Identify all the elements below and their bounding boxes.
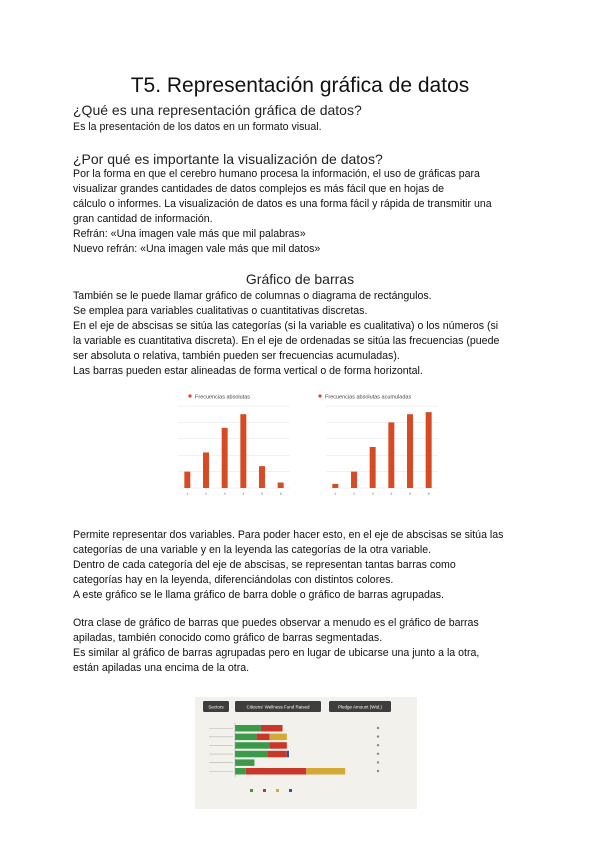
bar-5 — [259, 466, 265, 488]
x-tick-label: 4 — [242, 492, 245, 496]
stacked-segment — [267, 751, 286, 758]
indicator-dot — [377, 761, 379, 763]
stacked-segment — [235, 751, 267, 758]
chart-absolute-frequencies — [160, 388, 295, 498]
section-text-line: Por la forma en que el cerebro humano procesa la información, el uso de gráficas para — [73, 168, 480, 180]
legend-marker — [318, 394, 321, 397]
x-tick-label: 3 — [371, 492, 374, 496]
stacked-segment — [235, 759, 254, 766]
stacked-segment — [261, 725, 283, 732]
bar-text-line: En el eje de abscisas se sitúa las categorías (si la variable es cualitativa) o los números (si — [73, 320, 499, 332]
x-tick-label: 1 — [186, 492, 189, 496]
x-tick-label: 3 — [223, 492, 226, 496]
stacked-segment — [270, 734, 287, 741]
bar-3 — [370, 447, 376, 488]
section-text-line: visualizar grandes cantidades de datos complejos es más fácil que en hojas de — [73, 183, 444, 195]
stacked-segment — [287, 751, 289, 758]
bar-2 — [351, 472, 357, 488]
indicator-dot — [377, 753, 379, 755]
bar-5 — [407, 414, 413, 488]
header-tag-label: Sectors — [208, 704, 224, 710]
grouped-text-line: Permite representar dos variables. Para poder hacer esto, en el eje de abscisas se sitúa las — [73, 529, 504, 541]
grouped-text-line: categorías hay en la leyenda, diferenciándolas con distintos colores. — [73, 574, 394, 586]
x-tick-label: 6 — [427, 492, 430, 496]
bar-text-line: Se emplea para variables cualitativas o cuantitativas discretas. — [73, 305, 368, 317]
bar-text-line: También se le puede llamar gráfico de columnas o diagrama de rectángulos. — [73, 290, 432, 302]
section-text-line: Nuevo refrán: «Una imagen vale más que mil datos» — [73, 243, 321, 255]
legend-label: Frecuencias absolutas acumuladas — [325, 394, 412, 401]
stacked-chart-panel — [195, 697, 417, 809]
stacked-segment — [246, 768, 306, 775]
header-tag-label: Pledge Amount (Wtd.) — [337, 704, 383, 710]
section-heading-why: ¿Por qué es importante la visualización de datos? — [73, 151, 383, 167]
stacked-segment — [270, 742, 287, 749]
chart-stacked-bars — [195, 697, 417, 809]
indicator-dot — [377, 770, 379, 772]
bar-6 — [426, 412, 432, 488]
bar-1 — [332, 484, 338, 488]
x-tick-label: 2 — [205, 492, 207, 496]
bar-text-line: la variable es cuantitativa discreta). En el eje de ordenadas se sitúa las frecuencias (puede — [73, 335, 500, 347]
stacked-segment — [257, 734, 270, 741]
x-tick-label: 6 — [279, 492, 282, 496]
grouped-text-line: Dentro de cada categoría del eje de abscisas, se representan tantas barras como — [73, 559, 456, 571]
bar-chart-heading: Gráfico de barras — [245, 271, 355, 287]
stacked-text-line: apiladas, también conocido como gráfico de barras segmentadas. — [73, 632, 383, 644]
legend-label: Frecuencias absolutas — [195, 394, 251, 401]
stacked-text-line: están apiladas una encima de la otra. — [73, 662, 250, 674]
stacked-segment — [235, 734, 257, 741]
legend-swatch — [289, 789, 292, 792]
indicator-dot — [377, 735, 379, 737]
x-tick-label: 2 — [353, 492, 355, 496]
indicator-dot — [377, 744, 379, 746]
legend-swatch — [250, 789, 253, 792]
section-text-line: Es la presentación de los datos en un formato visual. — [73, 121, 322, 133]
stacked-text-line: Es similar al gráfico de barras agrupadas pero en lugar de ubicarse una junto a la otra, — [73, 647, 480, 659]
section-text-line: Refrán: «Una imagen vale más que mil palabras» — [73, 228, 306, 240]
bar-1 — [184, 472, 190, 488]
header-tag-label: Citizens' Wellness Fund Raised — [246, 704, 310, 710]
grouped-text-line: categorías de una variable y en la leyenda las categorías de la otra variable. — [73, 544, 432, 556]
x-tick-label: 4 — [390, 492, 393, 496]
bar-text-line: ser absoluta o relativa, también pueden ser frecuencias acumuladas). — [73, 350, 400, 362]
bar-4 — [388, 422, 394, 488]
section-heading-what-is: ¿Qué es una representación gráfica de datos? — [73, 102, 362, 118]
grouped-text-line: A este gráfico se le llama gráfico de barra doble o gráfico de barras agrupadas. — [73, 589, 444, 601]
section-text-line: cálculo o informes. La visualización de datos es una forma fácil y rápida de transmitir una — [73, 198, 492, 210]
legend-swatch — [276, 789, 279, 792]
stacked-segment — [235, 725, 261, 732]
section-text-line: gran cantidad de información. — [73, 213, 213, 225]
stacked-segment — [235, 768, 246, 775]
x-tick-label: 1 — [334, 492, 337, 496]
stacked-segment — [306, 768, 345, 775]
chart-cumulative-frequencies — [308, 388, 443, 498]
bar-2 — [203, 452, 209, 488]
bar-4 — [240, 414, 246, 488]
x-tick-label: 5 — [409, 492, 411, 496]
bar-6 — [278, 483, 284, 488]
page-title: T5. Representación gráfica de datos — [130, 74, 470, 97]
bar-3 — [222, 428, 228, 488]
legend-marker — [188, 394, 191, 397]
stacked-segment — [235, 742, 270, 749]
indicator-dot — [377, 727, 379, 729]
x-tick-label: 5 — [261, 492, 263, 496]
bar-text-line: Las barras pueden estar alineadas de forma vertical o de forma horizontal. — [73, 365, 423, 377]
legend-swatch — [263, 789, 266, 792]
stacked-text-line: Otra clase de gráfico de barras que puedes observar a menudo es el gráfico de barras — [73, 617, 479, 629]
